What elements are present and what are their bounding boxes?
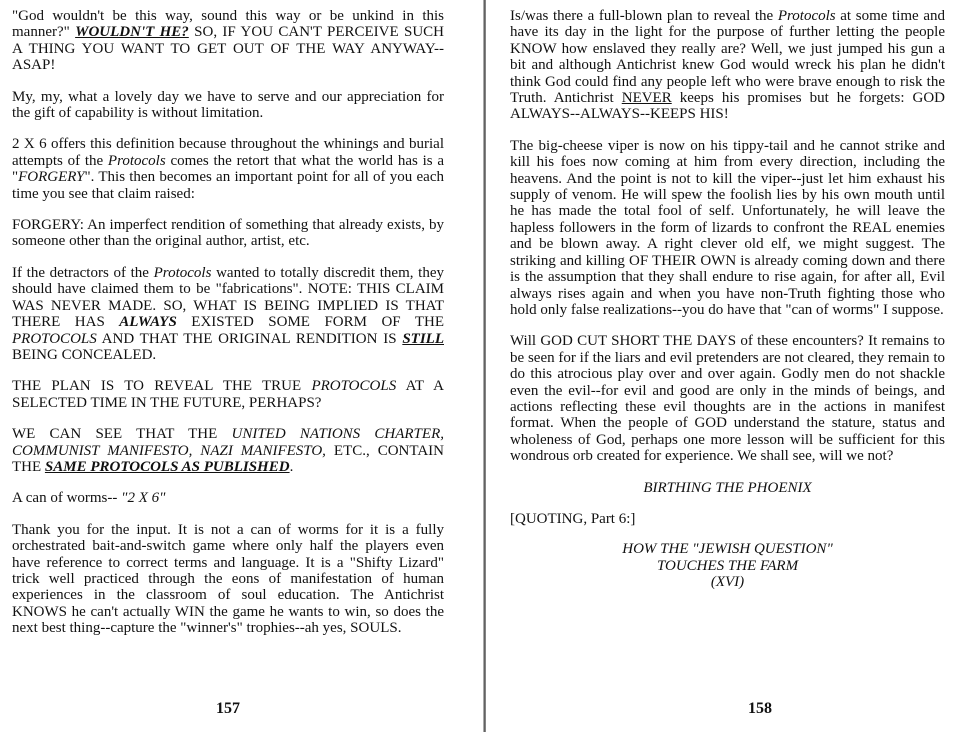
- quote-label: [QUOTING, Part 6:]: [510, 510, 636, 527]
- text-run: AND THAT THE ORIGINAL RENDITION IS: [96, 330, 403, 347]
- text-run: AT A SELECTED TIME IN THE FUTURE, PERHAPS?: [12, 378, 444, 411]
- text-run: A can of worms--: [12, 490, 122, 507]
- sub-heading-line: [510, 558, 945, 574]
- text-run: .: [289, 458, 294, 475]
- text-run: 2 X 6 offers this definition because throughout the whinings and burial attempts of the: [12, 136, 444, 169]
- text-run: "God wouldn't be this way, sound this way or be unkind in this manner?": [12, 8, 444, 41]
- emphasis-text: STILL: [402, 330, 444, 347]
- left-text-column: [12, 8, 444, 652]
- paragraph: My, my, what a lovely day we have to serve and our appreciation for the gift of capability is without limitation.: [12, 88, 444, 122]
- emphasis-text: SAME PROTOCOLS AS PUBLISHED: [44, 458, 290, 475]
- paragraph: [510, 8, 945, 123]
- text-run: keeps his promises but he forgets: GOD ALWAYS--ALWAYS--KEEPS HIS!: [510, 90, 945, 123]
- paragraph: [12, 426, 444, 475]
- emphasis-text: FORGERY: [18, 169, 85, 186]
- emphasis-text: "2 X 6": [121, 490, 166, 507]
- emphasis-text: NEVER: [621, 90, 672, 107]
- paragraph: [12, 265, 444, 363]
- emphasis-text: Protocols: [153, 264, 212, 281]
- emphasis-text: PROTOCOLS: [12, 330, 97, 347]
- text-run: Is/was there a full-blown plan to reveal the: [510, 8, 778, 24]
- text-run: EXISTED SOME FORM OF THE: [176, 314, 444, 331]
- emphasis-text: Protocols: [107, 152, 166, 169]
- section-heading: [510, 480, 945, 496]
- emphasis-text: ALWAYS: [119, 314, 177, 331]
- paragraph: Will GOD CUT SHORT THE DAYS of these encounters? It remains to be seen for if the liars and evil pretenders are not cleared, they remain to do this atrocious play over and over again. Godly men do not shackle even the evil--for evil and good are only in the minds of beings, and actions reflecting these evil thoughts are in the actions in manifest format. When the people of GOD understand the stature, status and wholeness of God, perhaps one more lesson will be sufficient for this wondrous orb created for experience. We shall see, will we not?: [510, 333, 945, 465]
- left-page: [0, 0, 484, 732]
- paragraph: [12, 490, 444, 506]
- sub-heading-line: [510, 574, 945, 590]
- paragraph: [12, 378, 444, 411]
- text-run: ". This then becomes an important point for all of you each time you see that claim raised:: [12, 169, 444, 202]
- text-run: If the detractors of the: [12, 264, 154, 281]
- page-number: 158: [748, 700, 772, 717]
- paragraph: Thank you for the input. It is not a can of worms for it is a fully orchestrated bait-and-switch game where only half the players even have reference to correct terms and language. It is a "Shifty Lizard" trick well practiced through the eons of manifestation of human experiences in the classroom of soul education. The Antichrist KNOWS he can't actually WIN the game he wants to win, so does the next best thing--capture the "winner's" trophies--ah yes, SOULS.: [12, 521, 444, 637]
- text-run: at some time and have its day in the light for the purpose of further letting the people KNOW how enslaved they really are? Well, we just jumped his gun a bit and although Antichrist knew God would wreck his plan he didn't think God could find any people left who were brave enough to risk the Truth. Antichrist: [510, 8, 945, 107]
- right-text-column: [510, 8, 945, 591]
- paragraph: [12, 8, 444, 74]
- page-number: 157: [216, 700, 240, 717]
- emphasis-text: PROTOCOLS: [311, 378, 397, 395]
- sub-heading-text: (XVI): [710, 574, 745, 591]
- text-run: ETC., CONTAIN THE: [12, 442, 445, 475]
- text-run: comes the retort that what the world has is a ": [12, 152, 444, 186]
- emphasis-text: WOULDN'T HE?: [75, 24, 189, 41]
- text-run: WE CAN SEE THAT THE: [12, 426, 232, 443]
- sub-heading-line: [510, 541, 945, 557]
- paragraph: FORGERY: An imperfect rendition of something that already exists, by someone other than the original author, artist, etc.: [12, 217, 444, 250]
- right-page: [486, 0, 976, 732]
- section-heading-text: BIRTHING THE PHOENIX: [643, 479, 812, 496]
- emphasis-text: Protocols: [777, 8, 836, 24]
- text-run: SO, IF YOU CAN'T PERCEIVE SUCH A THING YOU WANT TO GET OUT OF THE WAY ANYWAY--ASAP!: [12, 24, 444, 74]
- text-run: BEING CONCEALED.: [12, 346, 157, 363]
- paragraph: [12, 136, 444, 202]
- emphasis-text: UNITED NATIONS CHARTER, COMMUNIST MANIFESTO, NAZI MANIFESTO,: [12, 426, 444, 459]
- sub-heading-text: HOW THE "JEWISH QUESTION": [622, 541, 833, 558]
- text-run: wanted to totally discredit them, they should have claimed them to be "fabrications". NOTE: THIS CLAIM WAS NEVER MADE. SO, WHAT IS BEING IMPLIED IS THAT THERE HAS: [12, 264, 444, 331]
- text-run: THE PLAN IS TO REVEAL THE TRUE: [12, 378, 312, 395]
- sub-heading-text: TOUCHES THE FARM: [656, 557, 799, 574]
- paragraph: The big-cheese viper is now on his tippy-tail and he cannot strike and kill his foes now coming at him from every direction, including the heavens. And the point is not to kill the viper--just let him exhaust his supply of venom. He will spew the foolish lies by his own mouth until he has made the total fool of self. Unfortunately, he will leave the hapless followers in the form of lizards to confront the REAL enemies and be blown away. A right clever old elf, we might suggest. The striking and killing OF THEIR OWN is already coming down and there is the assumption that they shall endure to rise again, for after all, Evil always rises again and when you have non-Truth fighting those who hold only false realizations--you do have that "can of worms" I suppose.: [510, 137, 945, 318]
